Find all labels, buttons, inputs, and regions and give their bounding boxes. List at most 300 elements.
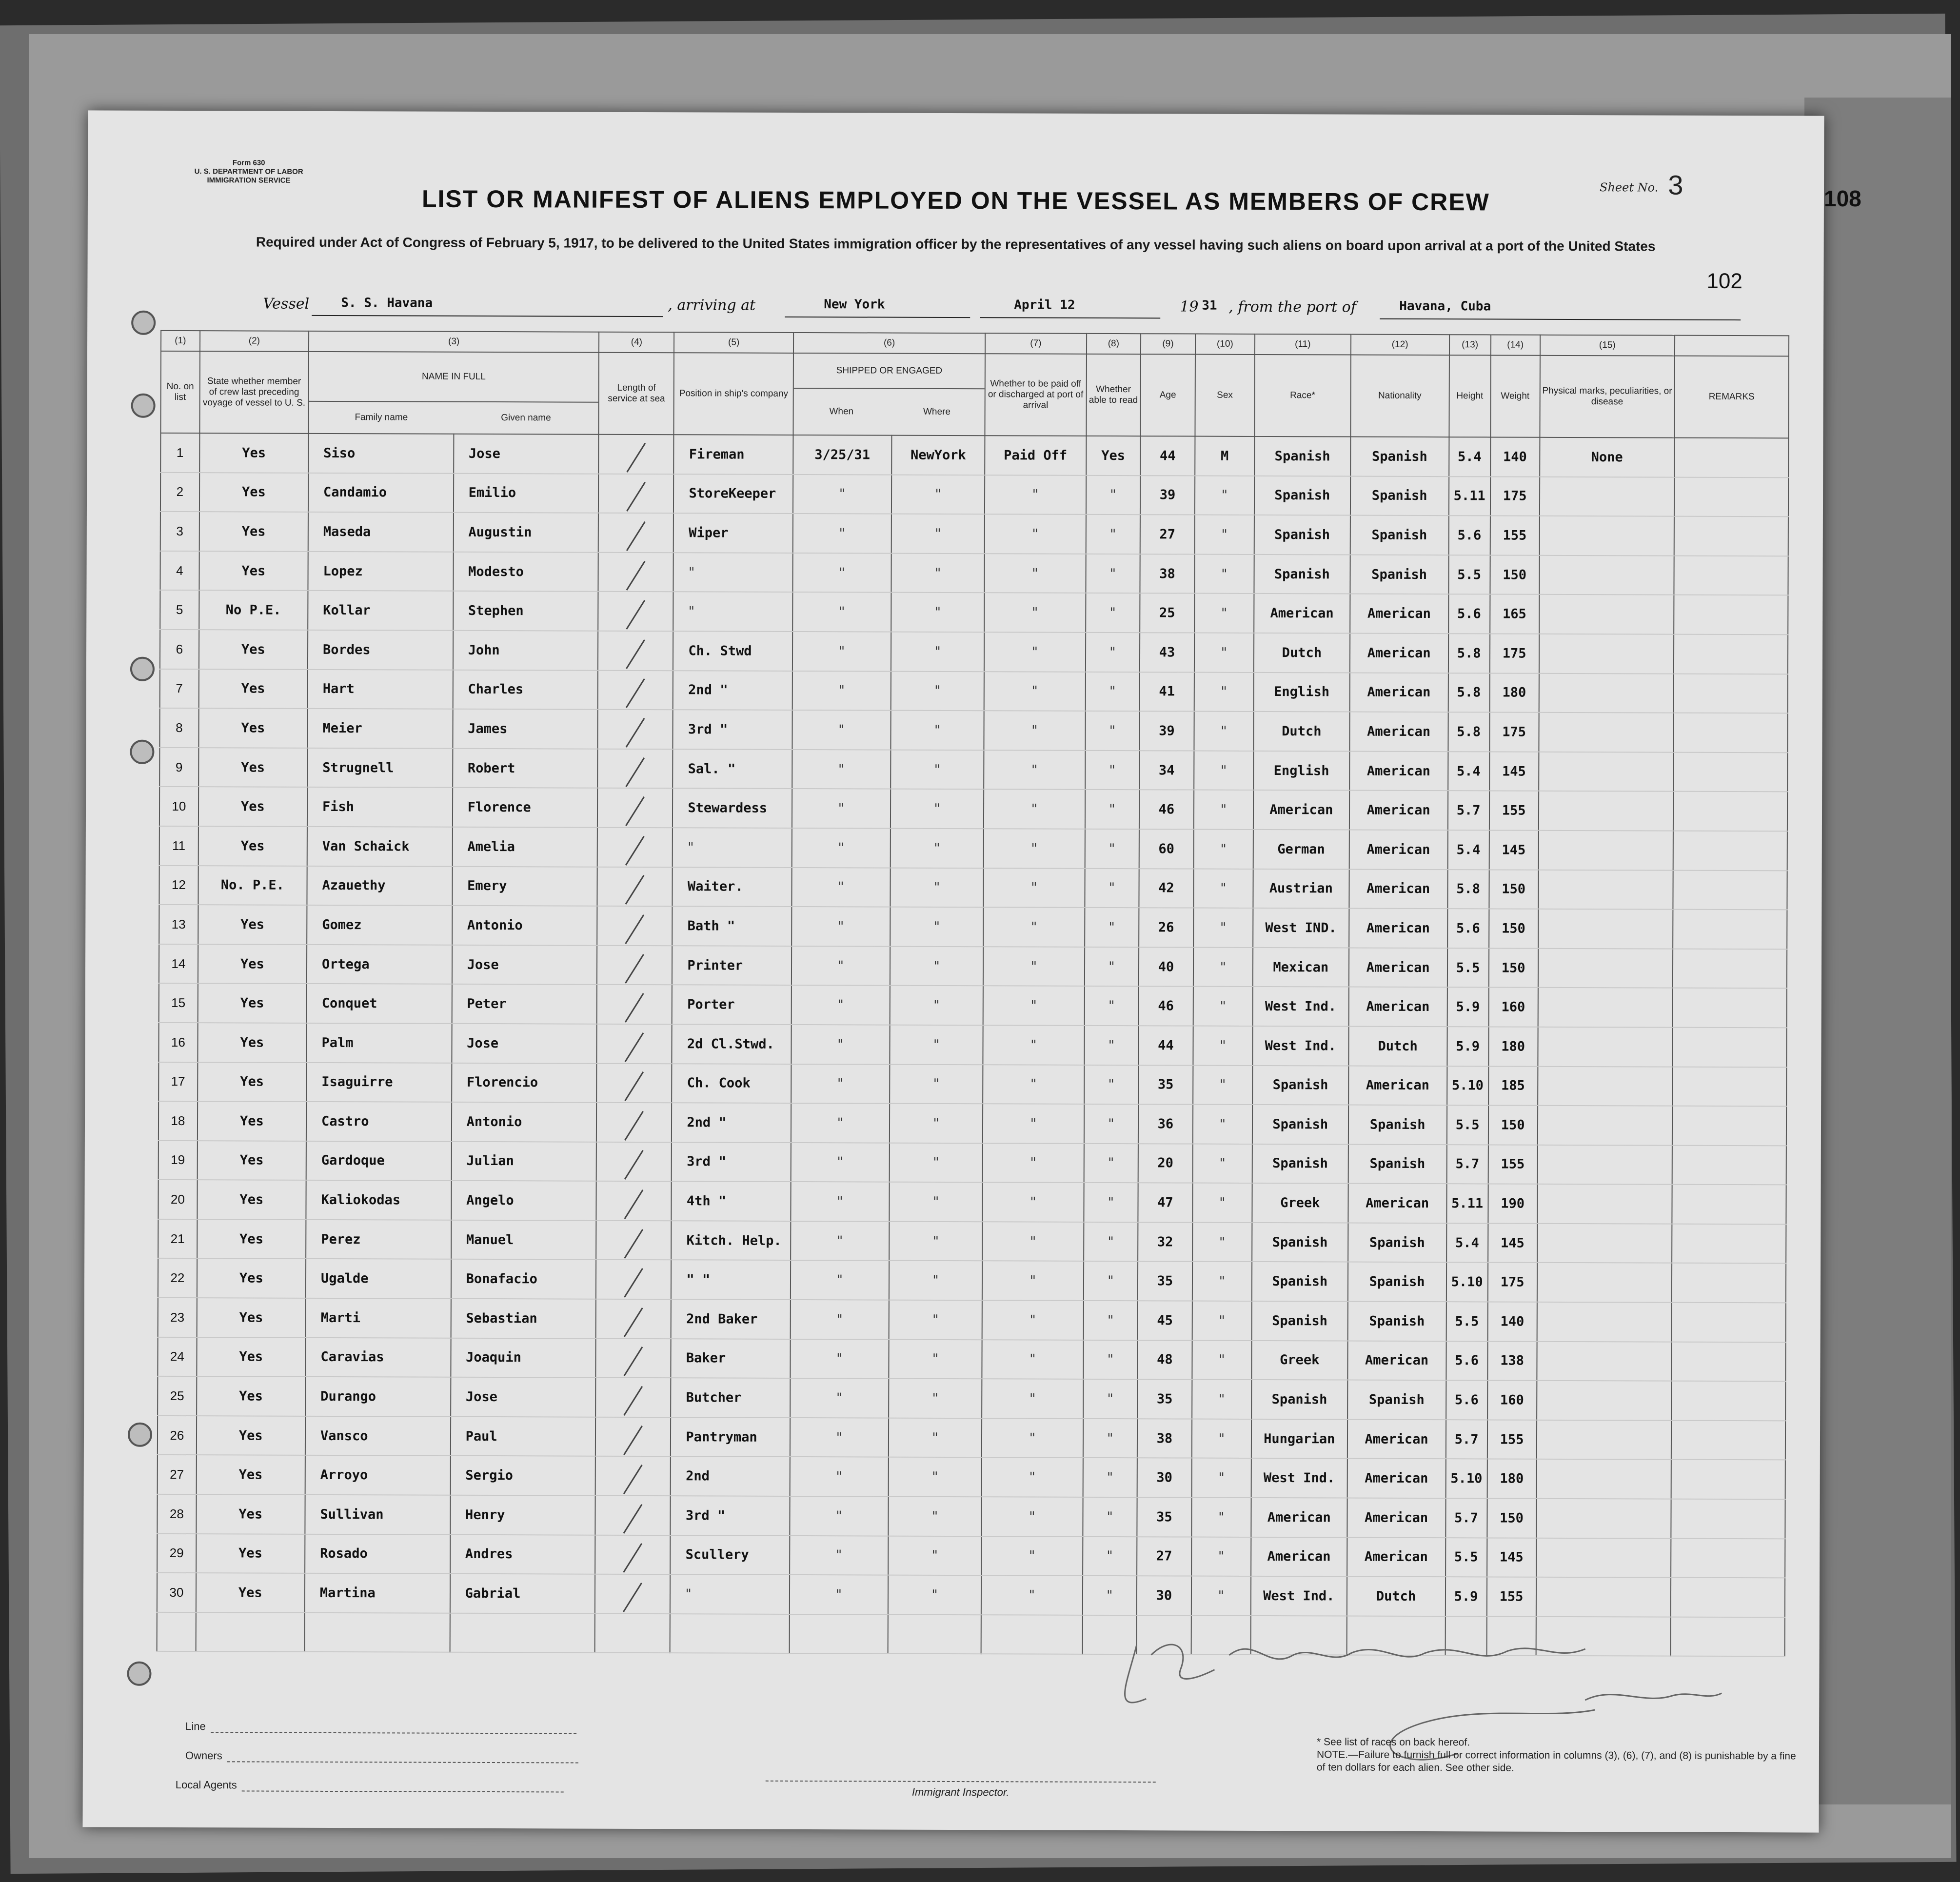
remarks-cell [1671, 1460, 1785, 1499]
physical-marks-cell [1539, 555, 1674, 595]
physical-marks-cell [1537, 1381, 1672, 1420]
position-cell: Bath " [673, 906, 792, 946]
position-cell: Ch. Stwd [673, 631, 792, 671]
given-name-cell: Robert [453, 749, 598, 789]
shipped-when-cell: " [792, 789, 891, 828]
height-cell: 5.6 [1448, 515, 1490, 555]
local-agents-label: Local Agents [175, 1778, 237, 1791]
row-number-cell: 12 [159, 865, 198, 905]
shipped-when-cell: " [792, 553, 891, 593]
footnote [1317, 1736, 1804, 1775]
vessel-label: Vessel [263, 295, 310, 313]
crew-row [159, 787, 1787, 831]
row-number-cell: 11 [159, 826, 198, 866]
punch-hole [128, 1423, 152, 1447]
paid-off-cell: " [984, 868, 1085, 908]
remarks-cell [1673, 988, 1787, 1028]
shipped-where-cell: " [890, 986, 984, 1025]
race-cell: English [1253, 751, 1349, 791]
row-number-cell: 28 [157, 1494, 196, 1534]
family-name-cell: Durango [305, 1377, 451, 1417]
shipped-where-cell: " [891, 514, 985, 554]
family-name-cell: Conquet [307, 984, 452, 1024]
able-to-read-cell: " [1085, 790, 1139, 829]
line-field [185, 1720, 576, 1734]
weight-cell: 165 [1490, 594, 1539, 634]
race-cell: American [1254, 594, 1350, 633]
remarks-cell [1673, 870, 1787, 910]
height-cell: 5.5 [1446, 1302, 1487, 1341]
check-mark [626, 521, 646, 551]
length-of-service-cell [598, 552, 673, 592]
age-cell: 43 [1140, 633, 1194, 672]
shipped-where-cell: " [889, 1379, 982, 1418]
shipped-when-cell: " [791, 1260, 889, 1300]
crew-row [157, 1494, 1785, 1539]
age-cell: 32 [1138, 1222, 1192, 1262]
physical-marks-cell [1539, 752, 1674, 792]
paid-off-cell: " [984, 829, 1085, 868]
crew-row [159, 865, 1787, 910]
family-name-cell: Ugalde [306, 1259, 451, 1299]
check-mark [623, 1543, 643, 1573]
shipped-when-cell: " [792, 671, 891, 711]
able-to-read-cell: " [1083, 1497, 1137, 1537]
check-mark [623, 1583, 642, 1612]
physical-marks-cell [1539, 634, 1674, 674]
able-to-read-cell: " [1083, 1340, 1138, 1379]
crew-table [157, 330, 1789, 1657]
blank-cell [888, 1614, 981, 1654]
shipped-when-cell: " [790, 1457, 889, 1496]
header-remarks: REMARKS [1674, 356, 1789, 438]
header-position: Position in ship's company [674, 353, 793, 435]
length-of-service-cell [597, 749, 673, 788]
family-name-cell: Perez [306, 1220, 451, 1260]
able-to-read-cell: " [1083, 1458, 1137, 1497]
weight-cell: 190 [1488, 1184, 1537, 1224]
paid-off-cell: Paid Off [985, 436, 1086, 475]
paid-off-cell: " [983, 1025, 1085, 1065]
family-name-cell: Rosado [305, 1534, 450, 1574]
age-cell: 26 [1139, 908, 1193, 947]
race-cell: Austrian [1253, 869, 1349, 908]
shipped-where-cell: " [888, 1536, 982, 1575]
sex-cell: " [1193, 1026, 1253, 1065]
nationality-cell: Spanish [1348, 1262, 1446, 1302]
nationality-cell: American [1347, 1498, 1445, 1538]
family-name-cell: Lopez [308, 552, 453, 592]
crew-row [159, 748, 1787, 792]
paid-off-cell: " [982, 1340, 1084, 1379]
shipped-when-cell: " [792, 632, 891, 671]
age-cell: 44 [1139, 1026, 1193, 1065]
header-able-read: Whether able to read [1086, 354, 1141, 436]
blank-cell [981, 1615, 1083, 1654]
given-name-cell: Florencio [452, 1063, 597, 1103]
previous-voyage-cell: Yes [199, 630, 308, 669]
physical-marks-cell [1538, 948, 1673, 988]
shipped-when-cell: " [791, 1221, 889, 1261]
able-to-read-cell: " [1084, 1183, 1138, 1222]
height-cell: 5.6 [1447, 909, 1489, 948]
row-number-cell: 18 [158, 1101, 198, 1141]
arriving-label: , arriving at [668, 297, 756, 314]
position-cell: 3rd " [671, 1496, 790, 1535]
from-port-label: , from the port of [1228, 298, 1356, 316]
position-cell: 3rd " [672, 1142, 791, 1182]
weight-cell: 175 [1488, 1263, 1537, 1302]
race-cell: West Ind. [1251, 1458, 1347, 1498]
race-cell: American [1253, 790, 1349, 830]
weight-cell: 140 [1487, 1302, 1537, 1342]
nationality-cell: Spanish [1348, 1105, 1447, 1145]
weight-cell: 175 [1490, 476, 1540, 516]
paid-off-cell: " [984, 593, 1086, 633]
height-cell: 5.9 [1445, 1577, 1486, 1616]
form-number: Form 630 [232, 158, 265, 167]
able-to-read-cell: " [1085, 711, 1140, 751]
race-cell: Greek [1252, 1183, 1348, 1223]
family-name-cell: Gomez [307, 905, 452, 945]
able-to-read-cell: " [1085, 829, 1139, 869]
year-prefix: 19 [1180, 298, 1199, 316]
shipped-when-cell: " [790, 1378, 889, 1418]
physical-marks-cell [1537, 1302, 1672, 1342]
position-cell: 3rd " [673, 710, 792, 749]
vessel-line [263, 292, 1741, 326]
previous-voyage-cell: Yes [198, 905, 307, 944]
nationality-cell: Spanish [1350, 476, 1449, 515]
given-name-cell: Manuel [451, 1220, 596, 1260]
race-cell: Spanish [1252, 1065, 1348, 1105]
owners-label: Owners [185, 1749, 222, 1762]
paid-off-cell: " [983, 907, 1085, 947]
able-to-read-cell: " [1086, 554, 1140, 594]
shipped-when-cell: " [793, 475, 891, 514]
inspector-caption: Immigrant Inspector. [911, 1785, 1010, 1799]
row-number-cell: 25 [158, 1376, 197, 1416]
race-cell: German [1253, 830, 1349, 869]
height-cell: 5.8 [1448, 712, 1489, 752]
height-cell: 5.10 [1446, 1263, 1487, 1302]
remarks-cell [1672, 1263, 1786, 1303]
given-name-cell: Bonafacio [451, 1259, 596, 1299]
col-num: (9) [1141, 334, 1195, 354]
age-cell: 48 [1137, 1340, 1192, 1380]
punch-hole [131, 394, 156, 418]
crew-row [159, 983, 1787, 1028]
blank-cell [789, 1614, 888, 1654]
page-title: LIST OR MANIFEST OF ALIENS EMPLOYED ON THE VESSEL AS MEMBERS OF CREW [421, 185, 1490, 216]
sex-cell: M [1195, 436, 1255, 476]
punch-hole [131, 311, 156, 335]
race-cell: Dutch [1254, 633, 1350, 673]
header-where: Where [923, 406, 951, 417]
length-of-service-cell [597, 945, 672, 985]
physical-marks-cell [1537, 1341, 1672, 1381]
sex-cell: " [1191, 1537, 1251, 1576]
header-paid-off: Whether to be paid off or discharged at port of arrival [985, 354, 1087, 436]
physical-marks-cell [1537, 1145, 1672, 1184]
age-cell: 30 [1137, 1458, 1192, 1498]
crew-row [158, 1337, 1785, 1382]
header-sex: Sex [1195, 355, 1255, 436]
sheet-label: Sheet No. [1600, 180, 1659, 195]
blank-cell [305, 1613, 450, 1652]
col-num: (1) [161, 331, 200, 351]
given-name-cell: Stephen [453, 591, 598, 631]
arriving-port: New York [824, 297, 885, 312]
position-cell: StoreKeeper [673, 474, 793, 514]
previous-voyage-cell: No P.E. [199, 591, 308, 630]
weight-cell: 160 [1487, 1381, 1537, 1420]
crew-row [158, 1416, 1785, 1460]
shipped-when-cell: " [792, 985, 890, 1025]
check-mark [625, 796, 645, 826]
age-cell: 44 [1140, 436, 1195, 475]
header-nationality: Nationality [1350, 355, 1449, 437]
check-mark [626, 561, 646, 591]
remarks-cell [1674, 438, 1788, 477]
age-cell: 35 [1138, 1065, 1193, 1105]
age-cell: 35 [1138, 1262, 1192, 1301]
crew-row [160, 512, 1788, 556]
shipped-where-cell: " [891, 789, 984, 829]
remarks-cell [1674, 595, 1788, 634]
column-header-row [160, 351, 1789, 438]
remarks-cell [1672, 1224, 1786, 1264]
length-of-service-cell [597, 1024, 672, 1064]
previous-voyage-cell: Yes [197, 1259, 306, 1298]
height-cell: 5.6 [1448, 594, 1490, 634]
stamp-number: 102 [1706, 269, 1742, 294]
height-cell: 5.6 [1446, 1380, 1487, 1420]
remarks-cell [1671, 1499, 1785, 1539]
weight-cell: 155 [1488, 1145, 1537, 1184]
row-number-cell: 27 [158, 1455, 197, 1494]
blank-cell [595, 1614, 670, 1653]
height-cell: 5.5 [1446, 1105, 1488, 1145]
able-to-read-cell: " [1084, 1026, 1139, 1065]
able-to-read-cell: " [1084, 1222, 1138, 1262]
row-number-cell: 19 [158, 1141, 198, 1180]
race-cell: West Ind. [1251, 1576, 1347, 1616]
shipped-where-cell: " [888, 1497, 982, 1536]
row-number-cell: 9 [159, 748, 198, 787]
previous-voyage-cell: Yes [198, 787, 307, 826]
paid-off-cell: " [984, 711, 1086, 750]
shipped-where-cell: " [889, 1418, 982, 1457]
remarks-cell [1672, 1028, 1786, 1067]
height-cell: 5.11 [1446, 1184, 1488, 1223]
position-cell: Printer [672, 946, 792, 985]
weight-cell: 180 [1487, 1459, 1536, 1499]
row-number-cell: 15 [159, 983, 198, 1023]
sex-cell: " [1192, 1419, 1252, 1458]
given-name-cell: Julian [451, 1141, 596, 1181]
row-number-cell: 24 [158, 1337, 197, 1377]
owners-field [185, 1749, 578, 1763]
crew-row [158, 1455, 1785, 1499]
service-name: IMMIGRATION SERVICE [207, 176, 291, 185]
family-name-cell: Meier [307, 709, 453, 749]
header-no-on-list: No. on list [160, 351, 199, 433]
given-name-cell: Sergio [450, 1456, 595, 1496]
department-name: U. S. DEPARTMENT OF LABOR [194, 167, 303, 176]
able-to-read-cell: " [1084, 947, 1139, 987]
age-cell: 36 [1138, 1104, 1193, 1144]
row-number-cell: 5 [160, 590, 199, 630]
physical-marks-cell [1539, 791, 1674, 831]
able-to-read-cell: " [1084, 1065, 1139, 1104]
race-cell: Spanish [1251, 1380, 1347, 1419]
crew-row [158, 1298, 1786, 1342]
check-mark [624, 1189, 644, 1219]
weight-cell: 138 [1487, 1341, 1537, 1381]
physical-marks-cell [1538, 870, 1673, 909]
position-cell: Butcher [671, 1378, 791, 1417]
previous-voyage-cell: Yes [198, 669, 307, 709]
height-cell: 5.8 [1448, 634, 1490, 673]
race-cell: Spanish [1254, 476, 1350, 515]
physical-marks-cell [1536, 1577, 1671, 1617]
given-name-cell: Angelo [451, 1181, 596, 1221]
check-mark [623, 1426, 643, 1455]
crew-table-body [157, 433, 1789, 1656]
height-cell: 5.11 [1449, 476, 1490, 516]
given-name-cell: Charles [453, 670, 598, 710]
height-cell: 5.6 [1446, 1341, 1487, 1381]
family-name-cell: Gardoque [306, 1141, 452, 1181]
given-name-cell: Joaquin [451, 1338, 596, 1378]
able-to-read-cell: " [1083, 1379, 1138, 1419]
length-of-service-cell [596, 1338, 671, 1378]
check-mark [625, 954, 644, 984]
position-cell: 4th " [672, 1181, 791, 1221]
nationality-cell: American [1349, 909, 1447, 948]
paid-off-cell: " [981, 1536, 1083, 1576]
age-cell: 38 [1140, 554, 1195, 594]
race-cell: Hungarian [1251, 1419, 1347, 1459]
paid-off-cell: " [982, 1418, 1083, 1458]
check-mark [626, 482, 646, 512]
shipped-where-cell: " [889, 1182, 983, 1222]
crew-row [160, 472, 1788, 516]
family-name-cell: Palm [306, 1023, 452, 1063]
shipped-when-cell: " [792, 946, 890, 986]
physical-marks-cell [1536, 1538, 1671, 1577]
position-cell: Waiter. [673, 867, 792, 907]
paid-off-cell: " [983, 986, 1085, 1026]
weight-cell: 140 [1490, 437, 1540, 476]
given-name-cell: Jose [452, 1024, 597, 1064]
length-of-service-cell [598, 474, 673, 513]
manifest-sheet [82, 110, 1824, 1832]
shipped-when-cell: " [792, 867, 890, 907]
shipped-when-cell: " [793, 514, 891, 553]
local-agents-field [176, 1779, 564, 1793]
row-number-cell: 20 [158, 1180, 197, 1219]
length-of-service-cell [597, 906, 672, 946]
height-cell: 5.7 [1445, 1420, 1487, 1459]
physical-marks-cell [1536, 1420, 1671, 1460]
from-port: Havana, Cuba [1399, 298, 1491, 314]
crew-row [159, 905, 1787, 949]
nationality-cell: American [1347, 1341, 1446, 1380]
sex-cell: " [1194, 554, 1254, 594]
physical-marks-cell [1539, 594, 1674, 634]
race-cell: West Ind. [1252, 1026, 1348, 1066]
header-age: Age [1141, 354, 1195, 436]
height-cell: 5.4 [1448, 752, 1489, 791]
given-name-cell: Emery [452, 866, 597, 906]
weight-cell: 150 [1488, 1106, 1538, 1145]
shipped-where-cell: " [890, 907, 984, 947]
able-to-read-cell: " [1086, 515, 1140, 554]
crew-row [160, 590, 1788, 634]
sex-cell: " [1193, 947, 1253, 987]
sex-cell: " [1192, 1183, 1252, 1223]
row-number-cell: 14 [159, 944, 198, 984]
check-mark [625, 914, 645, 944]
paid-off-cell: " [982, 1300, 1084, 1340]
row-number-cell: 10 [159, 787, 198, 826]
race-cell: Spanish [1254, 436, 1350, 476]
sex-cell: " [1194, 633, 1254, 673]
length-of-service-cell [596, 1103, 672, 1142]
given-name-cell: Augustin [453, 513, 598, 553]
height-cell: 5.5 [1447, 948, 1488, 988]
remarks-cell [1674, 634, 1788, 674]
family-name-cell: Azauethy [307, 866, 452, 906]
height-cell: 5.7 [1448, 791, 1489, 831]
header-weight: Weight [1490, 355, 1540, 437]
remarks-cell [1672, 1145, 1786, 1185]
race-cell: American [1251, 1537, 1347, 1577]
crew-row [158, 1023, 1786, 1067]
paid-off-cell: " [983, 1104, 1084, 1143]
nationality-cell: American [1348, 987, 1447, 1027]
check-mark [625, 875, 645, 905]
check-mark [623, 1504, 643, 1534]
position-cell: Pantryman [671, 1417, 790, 1457]
row-number-cell: 30 [157, 1573, 196, 1612]
paid-off-cell: " [984, 790, 1085, 829]
height-cell: 5.8 [1447, 870, 1489, 909]
crew-row [160, 669, 1788, 713]
able-to-read-cell: " [1086, 593, 1140, 633]
physical-marks-cell [1538, 1066, 1673, 1106]
nationality-cell: Spanish [1350, 555, 1448, 594]
position-cell: " " [671, 1260, 791, 1300]
family-name-cell: Fish [307, 787, 453, 827]
able-to-read-cell: " [1084, 1104, 1138, 1144]
age-cell: 42 [1139, 869, 1194, 908]
age-cell: 30 [1137, 1576, 1191, 1615]
previous-voyage-cell: Yes [197, 1298, 305, 1337]
crew-row [158, 1062, 1786, 1106]
previous-voyage-cell: Yes [197, 1337, 305, 1377]
shipped-when-cell: " [790, 1575, 888, 1614]
able-to-read-cell: " [1085, 751, 1140, 790]
previous-voyage-cell: Yes [198, 944, 307, 984]
form-identifier [171, 158, 327, 185]
row-number-cell: 23 [158, 1298, 197, 1337]
shipped-when-cell: 3/25/31 [793, 435, 891, 475]
length-of-service-cell [596, 1181, 672, 1221]
sex-cell: " [1193, 987, 1253, 1026]
